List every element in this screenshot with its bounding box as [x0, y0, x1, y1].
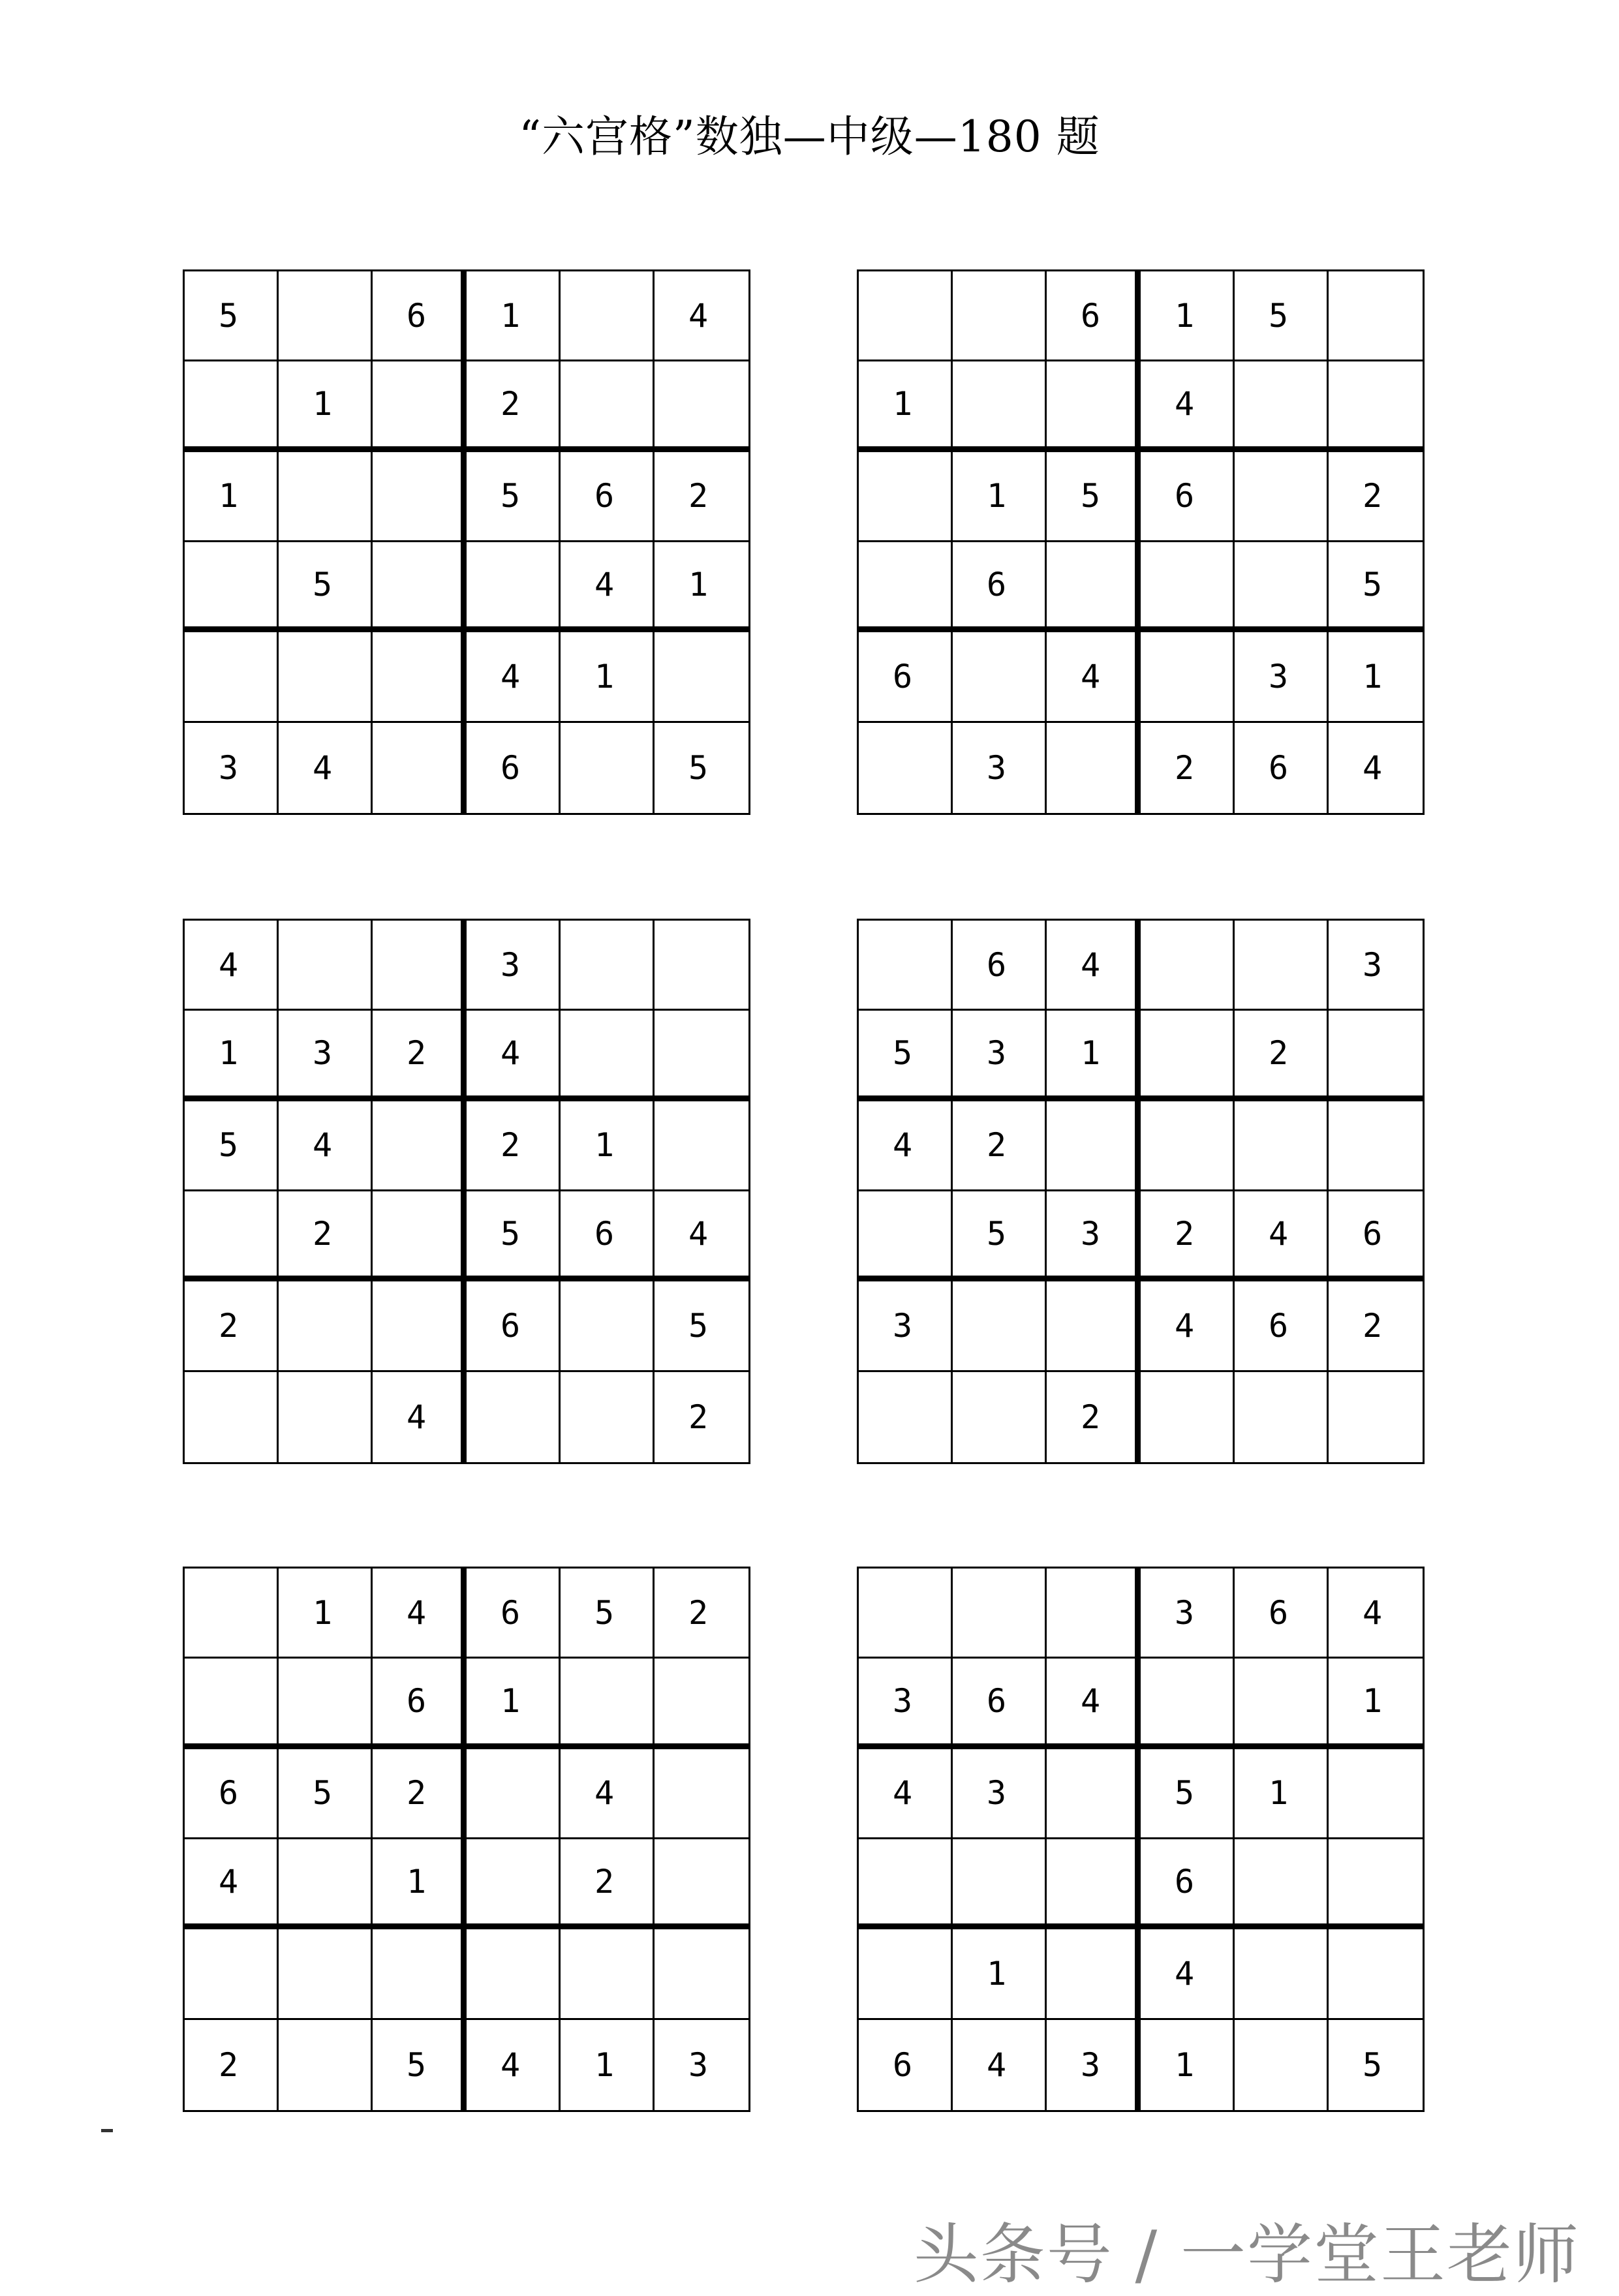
- sudoku-cell: 4: [953, 2020, 1047, 2110]
- sudoku-cell: 4: [279, 723, 373, 813]
- sudoku-cell: 1: [561, 632, 655, 722]
- sudoku-cell: [561, 1011, 655, 1101]
- sudoku-cell: 1: [1047, 1011, 1141, 1101]
- sudoku-cell: [467, 1929, 561, 2019]
- stray-mark: [101, 2129, 113, 2132]
- sudoku-cell: 1: [953, 1929, 1047, 2019]
- sudoku-cell: [1235, 452, 1329, 542]
- sudoku-cell: [373, 632, 467, 722]
- sudoku-cell: [1329, 1011, 1423, 1101]
- sudoku-cell: 3: [859, 1659, 953, 1749]
- sudoku-cell: [1235, 361, 1329, 452]
- sudoku-cell: 4: [859, 1101, 953, 1191]
- sudoku-cell: [185, 1372, 279, 1462]
- sudoku-cell: 1: [1235, 1749, 1329, 1839]
- sudoku-cell: 6: [1235, 1281, 1329, 1371]
- sudoku-cell: [1141, 632, 1235, 722]
- sudoku-cell: 2: [655, 452, 748, 542]
- sudoku-cell: [1047, 1839, 1141, 1929]
- sudoku-cell: [953, 1281, 1047, 1371]
- sudoku-cell: 6: [467, 1569, 561, 1659]
- sudoku-cell: 4: [561, 542, 655, 632]
- sudoku-cell: 6: [1141, 452, 1235, 542]
- sudoku-cell: [859, 271, 953, 361]
- sudoku-cell: 4: [1047, 1659, 1141, 1749]
- sudoku-cell: 3: [688, 2045, 709, 2084]
- sudoku-cell: [279, 1372, 373, 1462]
- sudoku-puzzle-5: [183, 1567, 750, 2112]
- sudoku-cell: [953, 271, 1047, 361]
- sudoku-cell: [279, 271, 373, 361]
- sudoku-cell: [953, 1569, 1047, 1659]
- sudoku-cell: [279, 452, 373, 542]
- sudoku-cell: 2: [1329, 452, 1423, 542]
- sudoku-cell: 3: [953, 1749, 1047, 1839]
- sudoku-cell: [655, 1101, 748, 1191]
- sudoku-cell: 6: [1047, 271, 1141, 361]
- sudoku-cell: 4: [1363, 748, 1383, 787]
- sudoku-puzzle-2: [857, 269, 1425, 815]
- sudoku-cell: [1329, 1929, 1423, 2019]
- sudoku-cell: [1047, 1749, 1141, 1839]
- sudoku-cell: 4: [1329, 1569, 1423, 1659]
- sudoku-cell: 4: [373, 1569, 467, 1659]
- sudoku-cell: 1: [561, 2020, 655, 2110]
- sudoku-cell: [1141, 1372, 1235, 1462]
- sudoku-cell: 6: [1235, 1569, 1329, 1659]
- sudoku-cell: 6: [1235, 723, 1329, 813]
- sudoku-cell: [1047, 542, 1141, 632]
- sudoku-cell: 4: [1141, 1281, 1235, 1371]
- sudoku-cell: [1141, 1101, 1235, 1191]
- sudoku-cell: [279, 1839, 373, 1929]
- sudoku-cell: 4: [655, 271, 748, 361]
- sudoku-cell: 6: [467, 723, 561, 813]
- sudoku-cell: [373, 452, 467, 542]
- sudoku-cell: 3: [1329, 921, 1423, 1011]
- sudoku-cell: 6: [561, 452, 655, 542]
- sudoku-cell: [561, 271, 655, 361]
- sudoku-cell: [279, 632, 373, 722]
- sudoku-cell: 2: [561, 1839, 655, 1929]
- sudoku-cell: 2: [1047, 1372, 1141, 1462]
- sudoku-cell: 1: [185, 1011, 279, 1101]
- sudoku-cell: [279, 1929, 373, 2019]
- sudoku-cell: [655, 1749, 748, 1839]
- sudoku-cell: [953, 361, 1047, 452]
- sudoku-cell: 3: [467, 921, 561, 1011]
- sudoku-cell: 3: [1047, 2020, 1141, 2110]
- sudoku-cell: [1141, 1011, 1235, 1101]
- sudoku-cell: 4: [655, 1191, 748, 1281]
- sudoku-cell: [1235, 2020, 1329, 2110]
- sudoku-cell: [185, 632, 279, 722]
- sudoku-cell: 6: [1329, 1191, 1423, 1281]
- sudoku-cell: [1235, 1839, 1329, 1929]
- sudoku-cell: 5: [185, 271, 279, 361]
- sudoku-cell: 4: [373, 1372, 467, 1462]
- sudoku-cell: [655, 1929, 748, 2019]
- sudoku-cell: [1047, 723, 1141, 813]
- sudoku-cell: [185, 1191, 279, 1281]
- sudoku-cell: 5: [1235, 271, 1329, 361]
- sudoku-cell: [859, 1372, 953, 1462]
- sudoku-cell: 4: [1047, 632, 1141, 722]
- sudoku-cell: [561, 1372, 655, 1462]
- sudoku-cell: [373, 1281, 467, 1371]
- sudoku-cell: [373, 1101, 467, 1191]
- sudoku-cell: [467, 1839, 561, 1929]
- sudoku-cell: [1329, 1839, 1423, 1929]
- sudoku-cell: [1235, 1372, 1329, 1462]
- sudoku-cell: 2: [373, 1749, 467, 1839]
- sudoku-cell: 1: [467, 271, 561, 361]
- sudoku-cell: 5: [859, 1011, 953, 1101]
- sudoku-cell: [859, 1839, 953, 1929]
- sudoku-cell: 2: [1141, 1191, 1235, 1281]
- sudoku-cell: [1235, 542, 1329, 632]
- sudoku-cell: 6: [185, 1749, 279, 1839]
- sudoku-cell: [953, 1372, 1047, 1462]
- sudoku-cell: 1: [1329, 632, 1423, 722]
- watermark: 头条号 / 一学堂王老师: [913, 2216, 1580, 2293]
- sudoku-cell: [1047, 1281, 1141, 1371]
- sudoku-cell: 5: [953, 1191, 1047, 1281]
- sudoku-cell: 5: [655, 1281, 748, 1371]
- sudoku-cell: [561, 361, 655, 452]
- sudoku-cell: [185, 1569, 279, 1659]
- sudoku-cell: 5: [467, 1191, 561, 1281]
- sudoku-cell: 5: [688, 748, 709, 787]
- sudoku-cell: [561, 723, 655, 813]
- sudoku-cell: [373, 1929, 467, 2019]
- sudoku-cell: [185, 1659, 279, 1749]
- sudoku-cell: [1235, 921, 1329, 1011]
- sudoku-cell: [279, 1281, 373, 1371]
- sudoku-cell: 1: [859, 361, 953, 452]
- sudoku-cell: [1141, 1659, 1235, 1749]
- sudoku-cell: 2: [1141, 723, 1235, 813]
- sudoku-cell: [1235, 1929, 1329, 2019]
- sudoku-cell: 6: [859, 2020, 953, 2110]
- sudoku-cell: 5: [373, 2020, 467, 2110]
- sudoku-cell: 4: [467, 632, 561, 722]
- sudoku-cell: 5: [1047, 452, 1141, 542]
- sudoku-cell: [953, 632, 1047, 722]
- sudoku-cell: [1047, 361, 1141, 452]
- sudoku-cell: 1: [655, 542, 748, 632]
- sudoku-puzzle-4: [857, 919, 1425, 1464]
- sudoku-cell: [373, 361, 467, 452]
- sudoku-cell: 2: [467, 361, 561, 452]
- sudoku-cell: [185, 542, 279, 632]
- sudoku-cell: [561, 921, 655, 1011]
- sudoku-cell: 4: [185, 1839, 279, 1929]
- sudoku-cell: 6: [373, 271, 467, 361]
- sudoku-cell: [1235, 1659, 1329, 1749]
- sudoku-cell: [1047, 1569, 1141, 1659]
- sudoku-cell: [467, 1372, 561, 1462]
- sudoku-cell: 2: [373, 1011, 467, 1101]
- sudoku-cell: [561, 1281, 655, 1371]
- sudoku-cell: [1141, 542, 1235, 632]
- sudoku-cell: 6: [467, 1281, 561, 1371]
- sudoku-cell: 4: [279, 1101, 373, 1191]
- sudoku-cell: [655, 1659, 748, 1749]
- sudoku-cell: 1: [279, 1569, 373, 1659]
- sudoku-cell: 4: [859, 1749, 953, 1839]
- sudoku-cell: 1: [1329, 1659, 1423, 1749]
- sudoku-cell: [1329, 1372, 1423, 1462]
- sudoku-cell: [1047, 1929, 1141, 2019]
- sudoku-cell: 4: [185, 921, 279, 1011]
- page-title: “六宫格”数独—中级—180 题: [519, 112, 1100, 162]
- sudoku-cell: [1047, 1101, 1141, 1191]
- sudoku-cell: 4: [467, 2020, 561, 2110]
- sudoku-cell: 1: [467, 1659, 561, 1749]
- sudoku-cell: 5: [279, 542, 373, 632]
- sudoku-cell: 5: [1329, 542, 1423, 632]
- sudoku-cell: 3: [953, 1011, 1047, 1101]
- sudoku-cell: 5: [185, 1101, 279, 1191]
- sudoku-cell: [859, 542, 953, 632]
- sudoku-cell: [185, 1929, 279, 2019]
- sudoku-cell: [655, 632, 748, 722]
- sudoku-cell: 5: [561, 1569, 655, 1659]
- sudoku-cell: 6: [953, 921, 1047, 1011]
- sudoku-cell: 3: [1235, 632, 1329, 722]
- sudoku-cell: [467, 542, 561, 632]
- sudoku-cell: 2: [185, 1281, 279, 1371]
- sudoku-cell: 1: [953, 452, 1047, 542]
- sudoku-cell: 4: [1141, 1929, 1235, 2019]
- sudoku-cell: 4: [1047, 921, 1141, 1011]
- sudoku-cell: [859, 723, 953, 813]
- sudoku-cell: 5: [1363, 2045, 1383, 2084]
- sudoku-cell: 2: [655, 1569, 748, 1659]
- sudoku-cell: 2: [688, 1398, 709, 1436]
- sudoku-puzzle-1: [183, 269, 750, 815]
- sudoku-cell: 5: [1141, 1749, 1235, 1839]
- sudoku-cell: 6: [373, 1659, 467, 1749]
- sudoku-cell: 2: [1235, 1011, 1329, 1101]
- sudoku-cell: [1329, 1101, 1423, 1191]
- sudoku-cell: [655, 1011, 748, 1101]
- sudoku-cell: [279, 921, 373, 1011]
- sudoku-cell: [1329, 361, 1423, 452]
- sudoku-cell: 6: [953, 1659, 1047, 1749]
- sudoku-cell: 6: [1141, 1839, 1235, 1929]
- sudoku-puzzle-6: [857, 1567, 1425, 2112]
- sudoku-cell: [373, 542, 467, 632]
- sudoku-cell: 2: [1329, 1281, 1423, 1371]
- sudoku-cell: 5: [279, 1749, 373, 1839]
- sudoku-cell: [279, 2020, 373, 2110]
- sudoku-cell: [373, 1191, 467, 1281]
- sudoku-cell: [1235, 1101, 1329, 1191]
- sudoku-cell: [561, 1929, 655, 2019]
- sudoku-cell: 2: [279, 1191, 373, 1281]
- sudoku-cell: 3: [1141, 1569, 1235, 1659]
- sudoku-puzzle-3: [183, 919, 750, 1464]
- sudoku-cell: [953, 1839, 1047, 1929]
- sudoku-cell: 4: [1235, 1191, 1329, 1281]
- sudoku-cell: [185, 361, 279, 452]
- sudoku-cell: 3: [185, 723, 279, 813]
- sudoku-cell: 2: [467, 1101, 561, 1191]
- sudoku-cell: [859, 1569, 953, 1659]
- sudoku-cell: [373, 723, 467, 813]
- sudoku-cell: [655, 921, 748, 1011]
- sudoku-cell: [859, 1191, 953, 1281]
- sudoku-cell: [655, 1839, 748, 1929]
- sudoku-cell: [561, 1659, 655, 1749]
- sudoku-cell: [1329, 1749, 1423, 1839]
- sudoku-cell: 2: [185, 2020, 279, 2110]
- sudoku-cell: [859, 452, 953, 542]
- sudoku-cell: 1: [185, 452, 279, 542]
- sudoku-cell: 6: [859, 632, 953, 722]
- sudoku-cell: 1: [373, 1839, 467, 1929]
- sudoku-cell: [655, 361, 748, 452]
- sudoku-cell: 3: [279, 1011, 373, 1101]
- sudoku-cell: [279, 1659, 373, 1749]
- sudoku-cell: 4: [1141, 361, 1235, 452]
- sudoku-cell: 1: [279, 361, 373, 452]
- sudoku-cell: 4: [467, 1011, 561, 1101]
- sudoku-cell: 5: [467, 452, 561, 542]
- sudoku-cell: [467, 1749, 561, 1839]
- sudoku-cell: 1: [1141, 2020, 1235, 2110]
- sudoku-cell: 6: [561, 1191, 655, 1281]
- sudoku-cell: 3: [953, 723, 1047, 813]
- sudoku-cell: 6: [953, 542, 1047, 632]
- sudoku-cell: 3: [859, 1281, 953, 1371]
- sudoku-cell: 3: [1047, 1191, 1141, 1281]
- sudoku-cell: 1: [1141, 271, 1235, 361]
- sudoku-cell: 2: [953, 1101, 1047, 1191]
- sudoku-cell: 4: [561, 1749, 655, 1839]
- sudoku-cell: [859, 1929, 953, 2019]
- sudoku-cell: [1141, 921, 1235, 1011]
- sudoku-cell: [859, 921, 953, 1011]
- sudoku-cell: [1329, 271, 1423, 361]
- sudoku-cell: [373, 921, 467, 1011]
- sudoku-cell: 1: [561, 1101, 655, 1191]
